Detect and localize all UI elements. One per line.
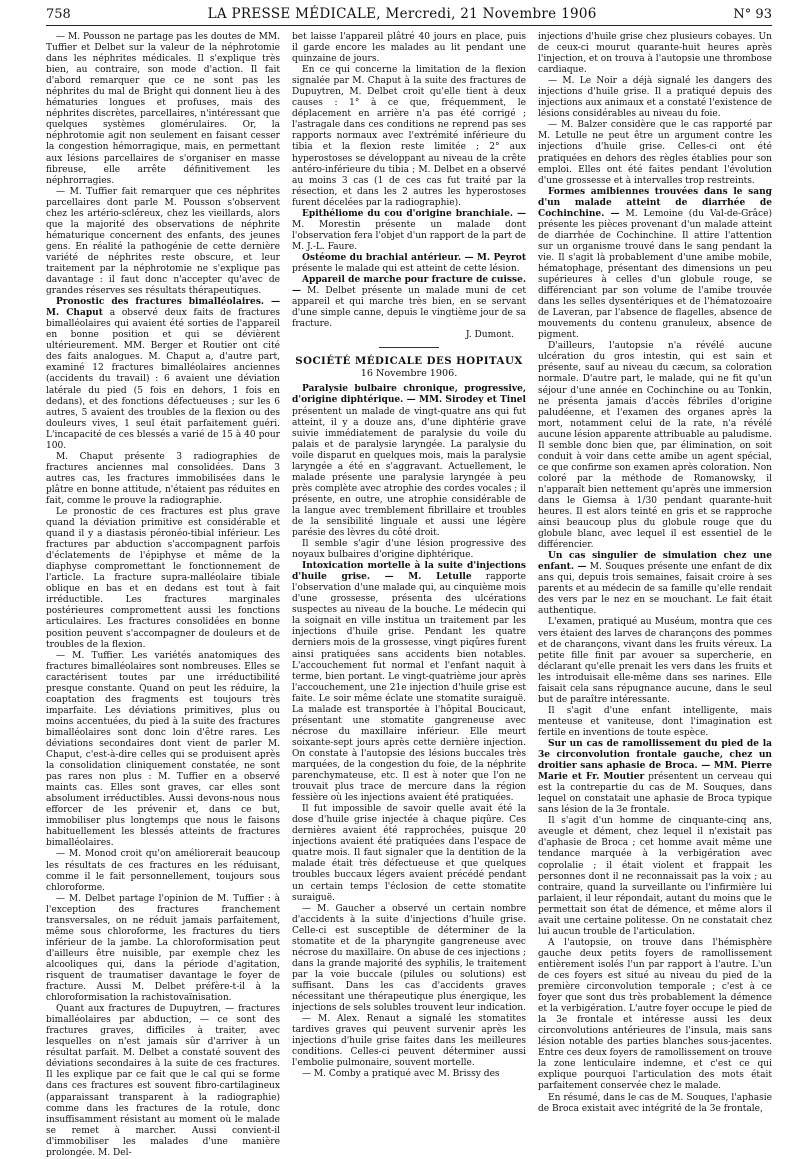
paragraph: Epithéliome du cou d'origine branchiale. — M. Morestin présente un malade dont l'observation fera l'objet d'un rapport de la part de M. J.-L. Faure. — [292, 208, 526, 252]
paragraph: En résumé, dans le cas de M. Souques, l'aphasie de Broca existait avec intégrité de la 3e frontale, — [538, 1092, 772, 1114]
divider — [379, 347, 439, 348]
paragraph: Formes amibiennes trouvées dans le sang d'un malade atteint de diarrhée de Cochinchine. — M. Lemoine (du Val-de-Grâce) présente les pièces provenant d'un malade atteint de diarrhée de Cochinchine. Il attire l'attention sur un organisme trouvé dans le sang pendant la vie. Il s'agit là probablement d'une amibe mobile, hématophage, présentant des dimensions un peu supérieures à celles d'un globule rouge, se différenciant par son volume de l'amibe trouvée dans les selles dysentériques et de l'hématozoaire de Laveran, par l'absence de flagelles, absence de mouvements du contenu granuleux, absence de pigment. — [538, 186, 772, 341]
paragraph: — M. Comby a pratiqué avec M. Brissy des — [302, 1069, 500, 1080]
paragraph: En ce qui concerne la limitation de la flexion signalée par M. Chaput à la suite des fractures de Dupuytren, M. Delbet croit qu'elle tient à deux causes : 1° à ce que, fréquemment, le déplacement en arrière n'a pas été corrigé ; l'astragale dans ces conditions ne reprend pas ses rapports normaux avec l'extrémité inférieure du tibia et la flexion reste limitée ; 2° aux hyperostoses se développant au niveau de la crête antéro-inférieure du tibia ; M. Delbet en a observé au moins 3 cas (1 de ces cas fut traité par la résection, et dans les 2 autres les hyperostoses furent décelées par la radiographie). — [292, 65, 526, 208]
paragraph: Paralysie bulbaire chronique, progressive, d'origine diphtérique. — MM. Sirodey et Tinel présentent un malade de vingt-quatre ans qui fut atteint, il y a douze ans, d'une diphtérie grave suivie immédiatement de paralysie du voile du palais et de paralysie laryngée. La paralysie du voile disparut en quelques mois, mais la paralysie laryngée a été en s'aggravant. Actuellement, le malade présente une paralysie laryngée à peu près complète avec atrophie des cordes vocales ; il présente, en outre, une atrophie considérable de la langue avec tremblement fibrillaire et troubles de la sensibilité linguale et aussi une légère parésie des lèvres du côté droit. — [292, 384, 526, 539]
section-heading: Paralysie bulbaire chronique, progressive, d'origine diphtérique. — MM. Sirodey et Tinel — [292, 384, 526, 406]
paragraph: — M. Tuffier. Les variétés anatomiques des fractures bimalléolaires sont nombreuses. Elles se caractérisent toutes par une irréductibilité presque constante. Quand on peut les réduire, la coaptation des fragments est toujours très imparfaite. Les déviations primitives, plus ou moins accentuées, du pied à la suite des fractures bimalléolaires sont donc loin d'être rares. Les déviations secondaires dont vient de parler M. Chaput, c'est-à-dire celles qui se produisent après la consolidation cliniquement constatée, ne sont pas rares non plus : M. Tuffier en a observé maints cas. Elles sont graves, car elles sont absolument irréductibles. Aussi devons-nous nous efforcer de les prévenir et, dans ce but, immobiliser plus longtemps que nous le faisons habituellement les blessés atteints de fractures bimalléolaires. — [46, 650, 280, 849]
paragraph: L'examen, pratiqué au Muséum, montra que ces vers étaient des larves de charançons des pommes et de charançons, vivant dans les fruits véreux. La petite fille finit par avouer sa supercherie, en déclarant qu'elle prenait les vers dans les fruits et les introduisait elle-même dans ses narines. Elle faisait cela sans répugnance aucune, dans le seul but de paraître intéressante. — [538, 617, 772, 705]
column-3 — [538, 32, 772, 1114]
paragraph: Il semble s'agir d'une lésion progressive des noyaux bulbaires d'origine diphtérique. — [292, 539, 526, 561]
paragraph: M. Chaput présente 3 radiographies de fractures anciennes mal consolidées. Dans 3 autres cas, les fractures immobilisées dans le plâtre en bonne attitude, n'étaient pas réduites en fait, comme le prouve la radiographie. — [46, 451, 280, 506]
paragraph: Appareil de marche pour fracture de cuisse. — M. Delbet présente un malade muni de cet appareil et qui marche très bien, en se servant d'une simple canne, depuis le vingtième jour de sa fracture. — [292, 275, 526, 330]
paragraph: — M. Balzer considère que le cas rapporté par M. Letulle ne peut être un argument contre les injections d'huile grise. Celles-ci ont été pratiquées en dehors des règles établies pour son emploi. Elles ont été faites pendant l'évolution d'une grossesse et à intervalles trop restreints. — [538, 120, 772, 186]
paragraph: — M. Delbet partage l'opinion de M. Tuffier : à l'exception des fractures franchement transversales, on ne réduit jamais parfaitement, même sous chloroforme, les fractures du tiers inférieur de la jambe. La chloroformisation peut d'ailleurs être nuisible, par exemple chez les alcooliques qui, dans la période d'agitation, risquent de traumatiser davantage le foyer de fracture. Aussi M. Delbet préfère-t-il à la chloroformisation la rachistovaïnisation. — [46, 893, 280, 1004]
paragraph: Sur un cas de ramollissement du pied de la 3e circonvolution frontale gauche, chez un droitier sans aphasie de Broca. — MM. Pierre Marie et Fr. Moutier présentent un cerveau qui est la contrepartie du cas de M. Souques, dans lequel on constatait une aphasie de Broca typique sans lésion de la 3e frontale. — [538, 739, 772, 816]
paragraph: A l'autopsie, on trouve dans l'hémisphère gauche deux petits foyers de ramollissement entièrement isolés l'un par rapport à l'autre. L'un de ces foyers est situé au niveau du pied de la première circonvolution temporale ; c'est à ce foyer que sont dus très probablement la démence et la verbigération. L'autre foyer occupe le pied de la 3e frontale et intéresse aussi les deux circonvolutions antérieures de l'insula, mais sans lésion notable des parties blanches sous-jacentes. Entre ces deux foyers de ramollissement on trouve la zone lenticulaire indemne, et c'est ce qui explique pourquoi l'articulation des mots était parfaitement conservée chez le malade. — [538, 937, 772, 1092]
section-heading: Intoxication mortelle à la suite d'injections d'huile grise. — M. Letulle — [292, 561, 526, 583]
paragraph: bet laisse l'appareil plâtré 40 jours en place, puis il garde encore les malades au lit pendant une quinzaine de jours. — [292, 32, 526, 65]
session-date: 16 Novembre 1906. — [360, 368, 458, 380]
paragraph: — M. Gaucher a observé un certain nombre d'accidents à la suite d'injections d'huile grise. Celle-ci est susceptible de déterminer de la stomatite et de la pharyngite gangreneuse avec nécrose du maxillaire. On abuse de ces injections ; dans la grande majorité des syphilis, le traitement par la voie buccale (pilules ou solutions) est suffisant. Dans les cas d'accidents graves nécessitant une thérapeutique plus énergique, les injections de sels solubles trouvent leur indication. — [292, 903, 526, 1014]
society-title: SOCIÉTÉ MÉDICALE DES HOPITAUX — [295, 355, 523, 368]
paragraph: — M. Alex. Renaut a signalé les stomatites tardives graves qui peuvent survenir après les injections d'huile grise faites dans les meilleures conditions. Celles-ci peuvent déterminer aussi l'embolie pulmonaire, souvent mortelle. — [292, 1014, 526, 1069]
paragraph: Il s'agit d'un homme de cinquante-cinq ans, aveugle et dément, chez lequel il n'existait pas d'aphasie de Broca ; cet homme avait même une tendance marquée à la verbigération avec coprolalie ; il était violent et frappait les personnes dont il ne reconnaissait pas la voix ; au contraire, quand la surveillante ou l'infirmière lui parlaient, il leur répondait, autant du moins que le permettait son état de démence, et même alors il avait une certaine politesse. On ne constatait chez lui aucun trouble de l'articulation. — [538, 816, 772, 937]
journal-title: LA PRESSE MÉDICALE, Mercredi, 21 Novembre 1906 — [207, 6, 597, 22]
section-heading: Sur un cas de ramollissement du pied de la 3e circonvolution frontale gauche, chez un droitier sans aphasie de Broca. — MM. Pierre Marie et Fr. Moutier — [538, 739, 772, 783]
column-2 — [292, 32, 526, 1084]
section-heading: Pronostic des fractures bimalléolaires. — M. Chaput — [46, 297, 280, 319]
paragraph: Ostéome du brachial antérieur. — M. Peyrot présente le malade qui est atteint de cette lésion. — [292, 252, 526, 274]
paragraph: Intoxication mortelle à la suite d'injections d'huile grise. — M. Letulle rapporte l'observation d'une malade qui, au cinquième mois d'une grossesse, présenta des ulcérations suspectes au niveau de la bouche. Le médecin qui la soignait en ville institua un traitement par les injections d'huile grise. Pendant les quatre derniers mois de la grossesse, vingt piqûres furent ainsi pratiquées sans accidents bien notables. L'accouchement fut normal et l'enfant naquit à terme, bien portant. Le vingt-quatrième jour après l'accouchement, une 21e injection d'huile grise est faite. Le soir même éclate une stomatite suraiguë. La malade est transportée à l'hôpital Boucicaut, présentant une stomatite gangreneuse avec nécrose du maxillaire inférieur. Elle meurt soixante-sept jours après cette dernière injection. On constate à l'autopsie des lésions buccales très marquées, de la congestion du foie, de la néphrite parenchymateuse, etc. Il est à noter que l'on ne trouvait plus trace de mercure dans la région fessière où les injections avaient été pratiquées. — [292, 561, 526, 804]
section-heading: Appareil de marche pour fracture de cuisse. — — [292, 275, 526, 297]
paragraph: injections d'huile grise chez plusieurs cobayes. Un de ceux-ci mourut quarante-huit heures après l'injection, et on trouva à l'autopsie une thrombose cardiaque. — [538, 32, 772, 76]
paragraph: Il fut impossible de savoir quelle avait été la dose d'huile grise injectée à chaque piqûre. Ces dernières avaient été rapprochées, puisque 20 injections avaient été pratiquées dans l'espace de quatre mois. Il faut signaler que la dentition de la malade était très défectueuse et que quelques troubles buccaux légers avaient précédé pendant un certain temps l'éclosion de cette stomatite suraiguë. — [292, 804, 526, 903]
paragraph: Quant aux fractures de Dupuytren, — fractures bimalléolaires par abduction, — ce sont des fractures graves, difficiles à traiter, avec lesquelles on n'est jamais sûr d'arriver à un résultat parfait. M. Delbet a constaté souvent des déviations secondaires à la suite de ces fractures. Il les explique par ce fait que le cal qui se forme dans ces fractures est souvent fibro-cartilagineux (apparaissant transparent à la radiographie) comme dans les fractures de la rotule, donc insuffisamment résistant au moment où le malade se remet à marcher. Aussi convient-il d'immobiliser les malades d'une manière prolongée. M. Del- — [46, 1004, 280, 1158]
paragraph: — M. Tuffier fait remarquer que ces néphrites parcellaires dont parle M. Pousson s'observent chez les artério-scléreux, chez les vieillards, alors que la majorité des observations de néphrite hématurique concernent des enfants, des jeunes gens. En réalité la pathogénie de cette dernière variété de néphrites reste obscure, et leur traitement par la néphrotomie ne s'explique pas davantage : il faut donc n'accepter qu'avec de grandes réserves ses résultats thérapeutiques. — [46, 186, 280, 297]
paragraph: Il s'agit d'une enfant intelligente, mais menteuse et vaniteuse, dont l'imagination est fertile en inventions de toute espèce. — [538, 705, 772, 738]
paragraph: — M. Le Noir a déjà signalé les dangers des injections d'huile grise. Il a pratiqué depuis des injections aux animaux et a constaté l'existence de lésions considérables au niveau du foie. — [538, 76, 772, 120]
section-heading: Un cas singulier de simulation chez une enfant. — — [538, 551, 772, 573]
paragraph: Pronostic des fractures bimalléolaires. — M. Chaput a observé deux faits de fractures bimalléolaires qui avaient été sorties de l'appareil en bonne position et qui se dévièrent ultérieurement. MM. Berger et Routier ont cité des faits analogues. M. Chaput a, d'autre part, examiné 12 fractures bimalléolaires anciennes (accidents du travail) : 6 avaient une déviation latérale du pied (5 fois en dehors, 1 fois en dedans), et des fonctions défectueuses ; sur les 6 autres, 5 avaient des troubles de la flexion ou des douleurs vives, 1 seul était parfaitement guéri. L'incapacité de ces blessés a varié de 15 à 40 pour 100. — [46, 297, 280, 451]
text-columns — [46, 32, 772, 1158]
page-number: 758 — [46, 7, 71, 22]
issue-number: N° 93 — [733, 7, 772, 22]
paragraph: — M. Pousson ne partage pas les doutes de MM. Tuffier et Delbet sur la valeur de la néphrotomie dans les néphrites médicales. Il s'explique très bien, au contraire, son mode d'action. Il fait d'abord remarquer que ce ne sont pas les néphrites du mal de Bright qui donnent lieu à des hématuries longues et profuses, mais des néphrites discrètes, parcellaires, n'intéressant que quelques systèmes glomérulaires. Or, la néphrotomie agit non seulement en faisant cesser la congestion hémorragique, mais, en permettant aux lésions parcellaires de s'organiser en masse fibreuse, elle arrête définitivement les néphrorragies. — [46, 32, 280, 186]
paragraph: Un cas singulier de simulation chez une enfant. — M. Souques présente une enfant de dix ans qui, depuis trois semaines, faisait croire à ses parents et au médecin de sa famille qu'elle rendait des vers par le nez en se mouchant. Le fait était authentique. — [538, 551, 772, 617]
signature: J. Dumont. — [465, 330, 514, 341]
section-heading: Formes amibiennes trouvées dans le sang d'un malade atteint de diarrhée de Cochinchine. — — [538, 186, 772, 219]
paragraph: — M. Monod croit qu'on améliorerait beaucoup les résultats de ces fractures en les réduisant, comme il le fait personnellement, toujours sous chloroforme. — [46, 849, 280, 893]
section-heading: Epithéliome du cou d'origine branchiale. — — [302, 208, 526, 219]
column-1 — [46, 32, 280, 1158]
paragraph: Le pronostic de ces fractures est plus grave quand la déviation primitive est considérable et quand il y a diastasis péronéo-tibial inférieur. Les fractures par abduction s'accompagnent parfois d'éclatements de l'épiphyse et même de la diaphyse compromettant le fonctionnement de l'article. La fracture supra-malléolaire tibiale oblique en bas et en dedans est tout à fait irréductible. Les fractures marginales postérieures compromettent aussi les fonctions articulaires. Les fractures consolidées en bonne position peuvent s'accompagner de douleurs et de troubles de la flexion. — [46, 507, 280, 650]
section-heading: Ostéome du brachial antérieur. — M. Peyrot — [302, 252, 526, 263]
page-header — [46, 6, 772, 26]
paragraph: D'ailleurs, l'autopsie n'a révélé aucune ulcération du gros intestin, qui est sain et présente, sauf au niveau du cæcum, sa coloration normale. D'autre part, le malade, qui ne fit qu'un séjour d'une année en Cochinchine ou au Tonkin, ne présenta jamais d'accès fébriles d'origine paludéenne, et l'examen des organes après la mort, notamment celui de la rate, n'a révélé aucune lésion apparente attribuable au paludisme. Il semble donc bien que, par élimination, on soit conduit à voir dans cette amibe un agent spécial, ce que confirme son examen après coloration. Non coloré par la méthode de Romanowsky, il n'apparaît bien nettement qu'après une immersion dans le Giemsa à 1/30 pendant quarante-huit heures. Il est alors teinté en gris et se rapproche ainsi beaucoup plus du globule rouge que du globule blanc, avec lequel il est essentiel de le différencier. — [538, 341, 772, 551]
